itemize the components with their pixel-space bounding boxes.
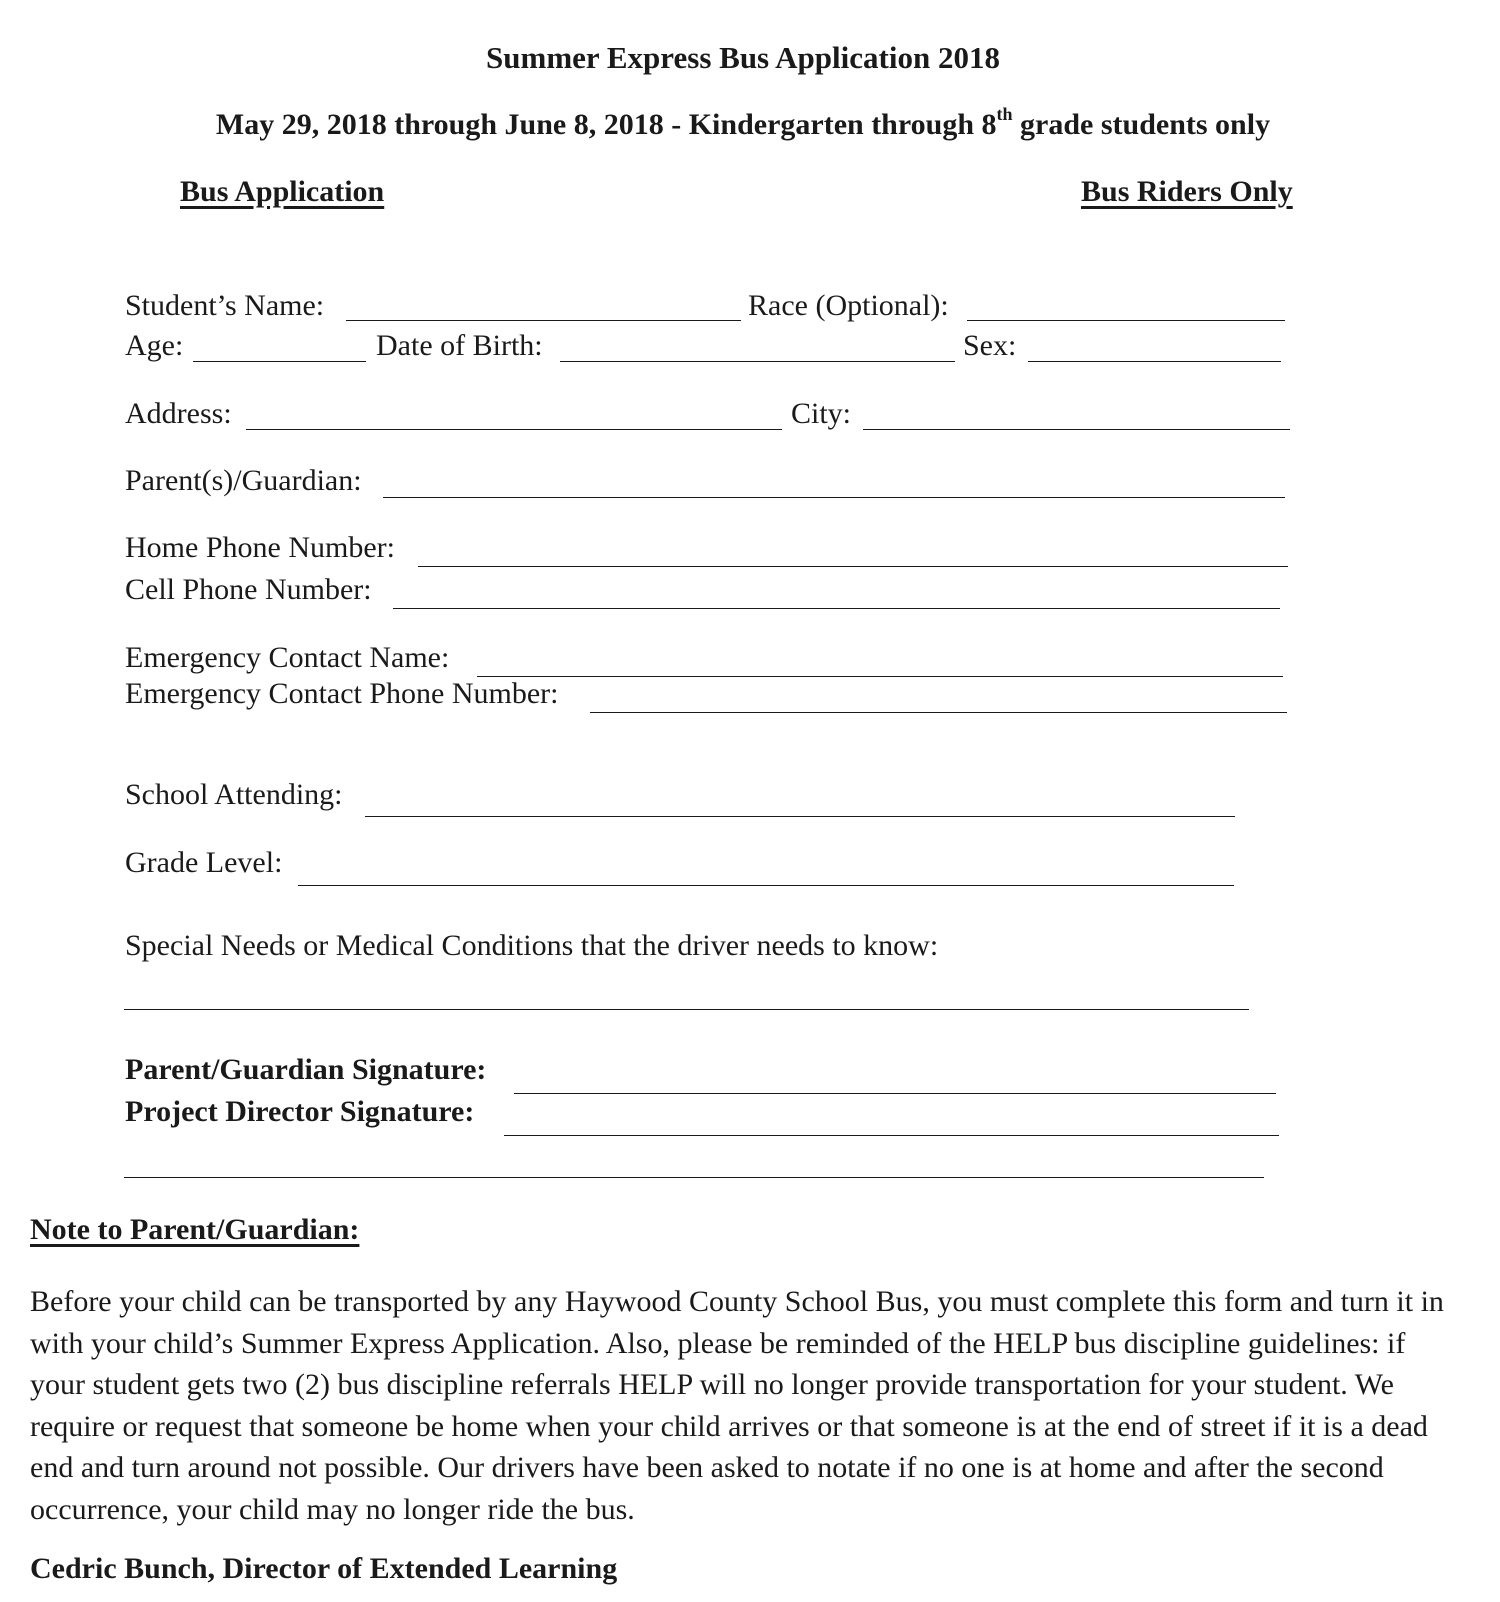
age-field[interactable]: [193, 361, 366, 362]
home-phone-label: Home Phone Number:: [125, 531, 395, 564]
director-signature-label: Project Director Signature:: [125, 1095, 475, 1128]
race-field[interactable]: [967, 320, 1285, 321]
city-field[interactable]: [863, 429, 1290, 430]
subtitle-text-end: grade students only: [1012, 108, 1271, 141]
bus-riders-only-heading: Bus Riders Only: [1081, 175, 1293, 208]
emergency-phone-field[interactable]: [590, 712, 1287, 713]
race-label: Race (Optional):: [748, 289, 949, 322]
city-label: City:: [791, 397, 852, 430]
note-heading: Note to Parent/Guardian:: [30, 1213, 360, 1246]
subtitle-superscript: th: [996, 104, 1013, 124]
age-label: Age:: [125, 329, 184, 362]
sex-field[interactable]: [1028, 361, 1281, 362]
dob-label: Date of Birth:: [376, 329, 543, 362]
school-label: School Attending:: [125, 778, 343, 811]
cell-phone-field[interactable]: [393, 608, 1280, 609]
student-name-label: Student’s Name:: [125, 289, 325, 322]
subtitle-text: May 29, 2018 through June 8, 2018 - Kindergarten through 8: [215, 108, 997, 141]
emergency-name-field[interactable]: [477, 676, 1283, 677]
page-title: Summer Express Bus Application 2018: [486, 40, 1000, 75]
school-field[interactable]: [365, 816, 1235, 817]
note-body: Before your child can be transported by any Haywood County School Bus, you must complete this form and turn it in with your child’s Summer Express Application. Also, please be reminded of the HELP bus discipline guidelines: if your student gets two (2) bus discipline referrals HELP will no longer provide transportation for your student. We require or request that someone be home when your child arrives or that someone is at the end of street if it is a dead end and turn around not possible. Our drivers have been asked to notate if no one is at home and after the second occurrence, your child may no longer ride the bus.: [30, 1285, 1444, 1526]
grade-field[interactable]: [298, 885, 1234, 886]
dob-field[interactable]: [560, 361, 955, 362]
student-name-field[interactable]: [346, 320, 741, 321]
home-phone-field[interactable]: [418, 566, 1288, 567]
extra-signature-line[interactable]: [124, 1177, 1264, 1178]
signoff: Cedric Bunch, Director of Extended Learning: [30, 1552, 618, 1585]
grade-label: Grade Level:: [125, 846, 283, 879]
parent-signature-field[interactable]: [514, 1093, 1276, 1094]
page-subtitle: [0, 104, 1486, 142]
emergency-name-label: Emergency Contact Name:: [125, 641, 450, 674]
address-label: Address:: [125, 397, 232, 430]
sex-label: Sex:: [963, 329, 1017, 362]
emergency-phone-label: Emergency Contact Phone Number:: [125, 677, 559, 710]
director-signature-field[interactable]: [504, 1135, 1279, 1136]
special-needs-field[interactable]: [124, 1009, 1249, 1010]
parent-signature-label: Parent/Guardian Signature:: [125, 1053, 487, 1086]
special-needs-label: Special Needs or Medical Conditions that the driver needs to know:: [125, 929, 939, 962]
bus-application-heading: Bus Application: [180, 175, 385, 208]
parent-guardian-label: Parent(s)/Guardian:: [125, 464, 362, 497]
cell-phone-label: Cell Phone Number:: [125, 573, 372, 606]
parent-guardian-field[interactable]: [383, 497, 1285, 498]
address-field[interactable]: [246, 429, 782, 430]
